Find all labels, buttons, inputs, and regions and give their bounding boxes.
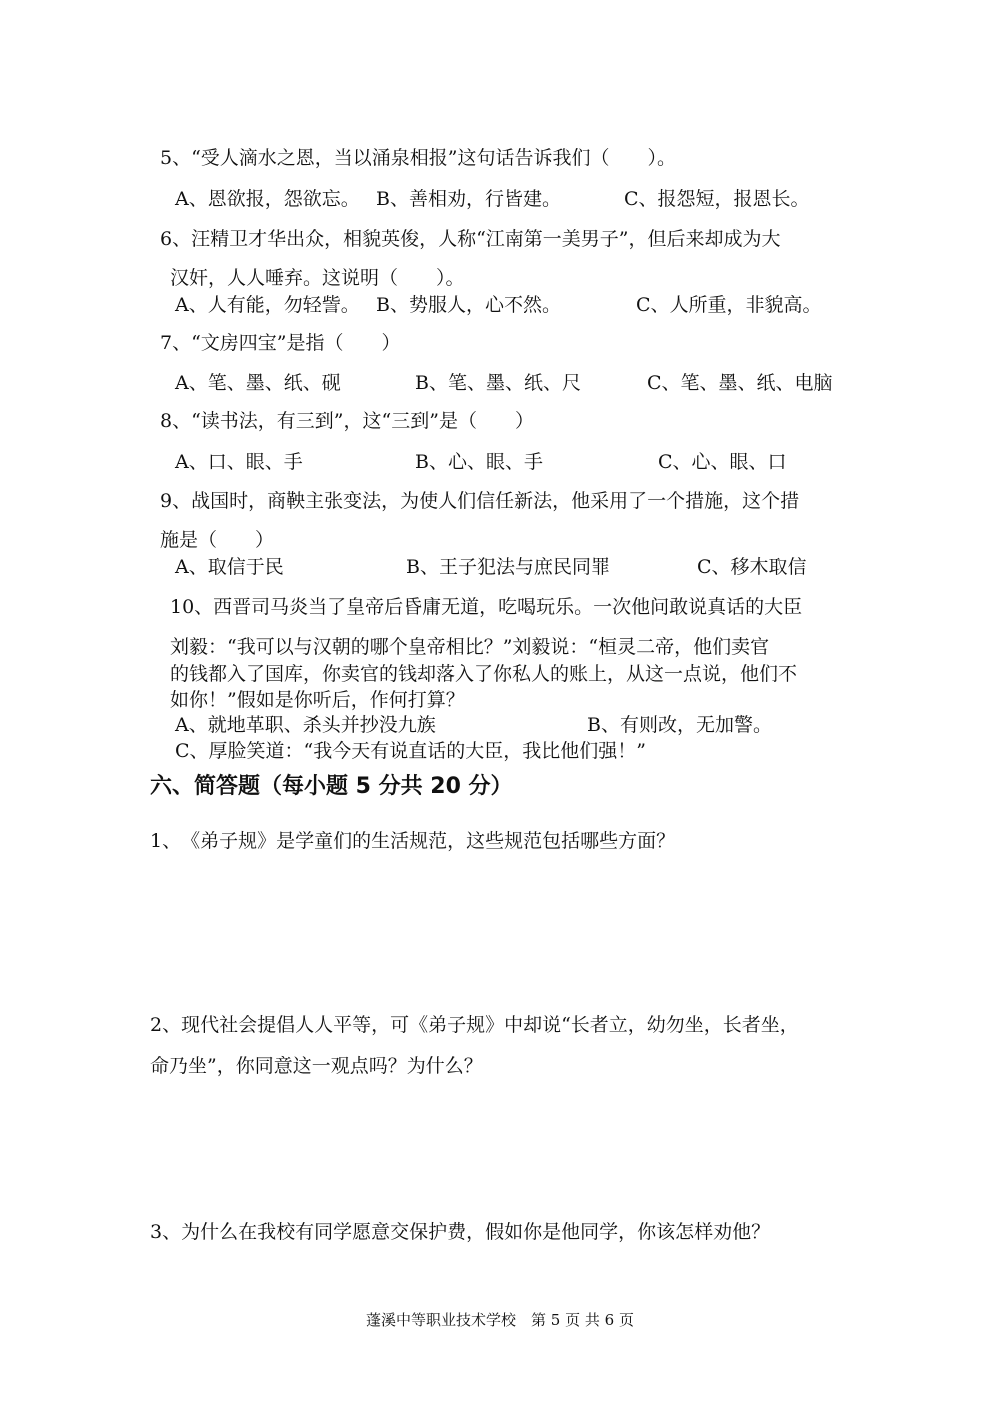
question-6-stem-line-1: 6、汪精卫才华出众，相貌英俊，人称“江南第一美男子”，但后来却成为大 <box>160 228 781 250</box>
option-b: B、王子犯法与庶民同罪 <box>406 556 610 578</box>
question-9-stem-line-1: 9、战国时，商鞅主张变法，为使人们信任新法，他采用了一个措施，这个措 <box>160 490 800 512</box>
option-c: C、笔、墨、纸、电脑 <box>647 372 833 394</box>
option-c: C、厚脸笑道：“我今天有说直话的大臣，我比他们强！” <box>175 740 646 762</box>
question-6-stem-line-2: 汉奸，人人唾弃。这说明（ ）。 <box>170 267 465 289</box>
question-8-stem: 8、“读书法，有三到”，这“三到”是（ ） <box>160 410 534 432</box>
question-5-stem: 5、“受人滴水之恩，当以涌泉相报”这句话告诉我们（ ）。 <box>160 147 677 169</box>
option-b: B、有则改，无加警。 <box>587 714 772 736</box>
option-c: C、人所重，非貌高。 <box>636 294 822 316</box>
question-7-stem: 7、“文房四宝”是指（ ） <box>160 332 401 354</box>
option-a: A、人有能，勿轻訾。 <box>175 294 360 316</box>
short-answer-2-line-2: 命乃坐”，你同意这一观点吗？为什么？ <box>150 1055 483 1077</box>
option-b: B、势服人，心不然。 <box>376 294 561 316</box>
short-answer-3: 3、为什么在我校有同学愿意交保护费，假如你是他同学，你该怎样劝他？ <box>150 1221 771 1243</box>
short-answer-2-line-1: 2、现代社会提倡人人平等，可《弟子规》中却说“长者立，幼勿坐，长者坐， <box>150 1014 799 1036</box>
option-b: B、笔、墨、纸、尺 <box>415 372 581 394</box>
question-9-stem-line-2: 施是（ ） <box>160 529 275 551</box>
question-10-stem-line-4: 如你！”假如是你听后，作何打算？ <box>170 689 465 711</box>
section-title: 六、简答题（每小题 5 分共 20 分） <box>150 774 513 799</box>
option-a: A、取信于民 <box>175 556 284 578</box>
option-b: B、善相劝，行皆建。 <box>376 188 561 210</box>
option-c: C、移木取信 <box>697 556 807 578</box>
option-a: A、恩欲报，怨欲忘。 <box>175 188 360 210</box>
question-10-stem-line-3: 的钱都入了国库，你卖官的钱却落入了你私人的账上，从这一点说，他们不 <box>170 663 798 685</box>
option-a: A、笔、墨、纸、砚 <box>175 372 341 394</box>
option-c: C、心、眼、口 <box>658 451 787 473</box>
question-10-stem-line-2: 刘毅：“我可以与汉朝的哪个皇帝相比？”刘毅说：“桓灵二帝，他们卖官 <box>170 636 770 658</box>
option-b: B、心、眼、手 <box>415 451 543 473</box>
question-10-stem-line-1: 10、西晋司马炎当了皇帝后昏庸无道，吃喝玩乐。一次他问敢说真话的大臣 <box>170 596 803 618</box>
page-footer: 蓬溪中等职业技术学校 第 5 页 共 6 页 <box>366 1311 634 1329</box>
option-a: A、就地革职、杀头并抄没九族 <box>175 714 436 736</box>
option-a: A、口、眼、手 <box>175 451 303 473</box>
short-answer-1: 1、 《弟子规》是学童们的生活规范，这些规范包括哪些方面？ <box>150 830 676 852</box>
option-c: C、报怨短，报恩长。 <box>624 188 810 210</box>
